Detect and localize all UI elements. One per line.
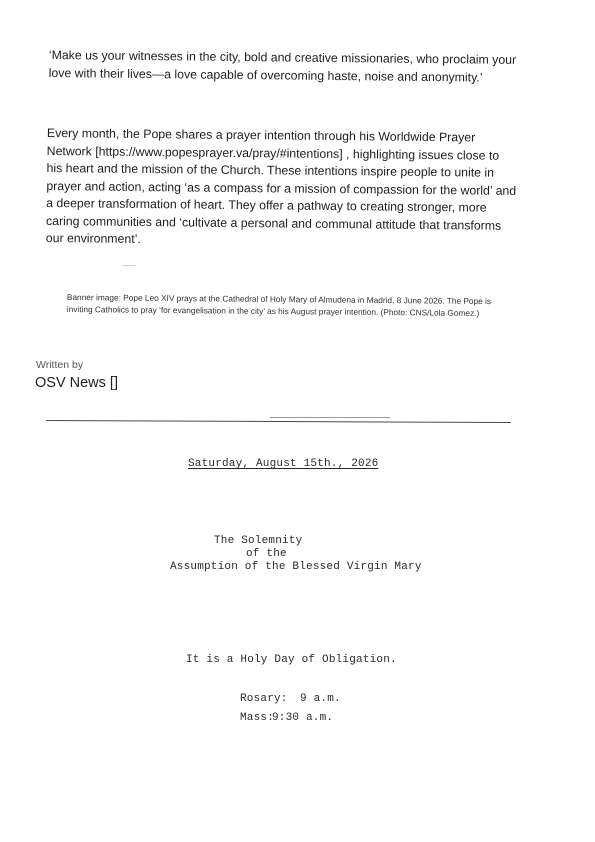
pope-quote: ‘Make us your witnesses in the city, bold and creative missionaries, who proclaim your love with their lives—a love capable of overcoming haste, noise and anonymity.’ (48, 47, 517, 85)
written-by-label: Written by (36, 359, 84, 371)
rosary-time: 9 a.m. (300, 693, 341, 705)
solemnity-title-line3: Assumption of the Blessed Virgin Mary (170, 561, 422, 573)
prayer-network-paragraph: Every month, the Pope shares a prayer intention through his Worldwide Prayer Network [https://www.popesprayer.va/pray/#intentions] , highlighting issues close to his heart and the mission of the Church. These intentions inspire people to unite in prayer and action, acting ‘as a compass for a mission of compassion for the world’ and a deeper transformation of heart. They offer a pathway to creating stronger, more caring communities and ‘cultivate a personal and communal attitude that transforms our environment’. (45, 125, 517, 246)
scan-speck (122, 265, 136, 266)
notice-date: Saturday, August 15th., 2026 (188, 458, 379, 470)
mass-time: 9:30 a.m. (272, 712, 334, 724)
rosary-label: Rosary: (240, 693, 288, 705)
solemnity-title-line1: The Solemnity (214, 535, 303, 547)
holy-day-obligation: It is a Holy Day of Obligation. (186, 654, 397, 666)
mass-label: Mass: (240, 712, 275, 724)
solemnity-title-line2: of the (246, 548, 287, 560)
banner-image-caption: Banner image: Pope Leo XIV prays at the Cathedral of Holy Mary of Almudena in Madrid, 8 June 2026. The Pope is inviting Catholics to pray ‘for evangelisation in the city’ as his August prayer intention. (Photo: CNS/Lola Gomez.) (66, 291, 492, 318)
divider-line (46, 420, 511, 423)
author-name: OSV News [] (35, 375, 118, 391)
divider-shadow (270, 417, 390, 418)
